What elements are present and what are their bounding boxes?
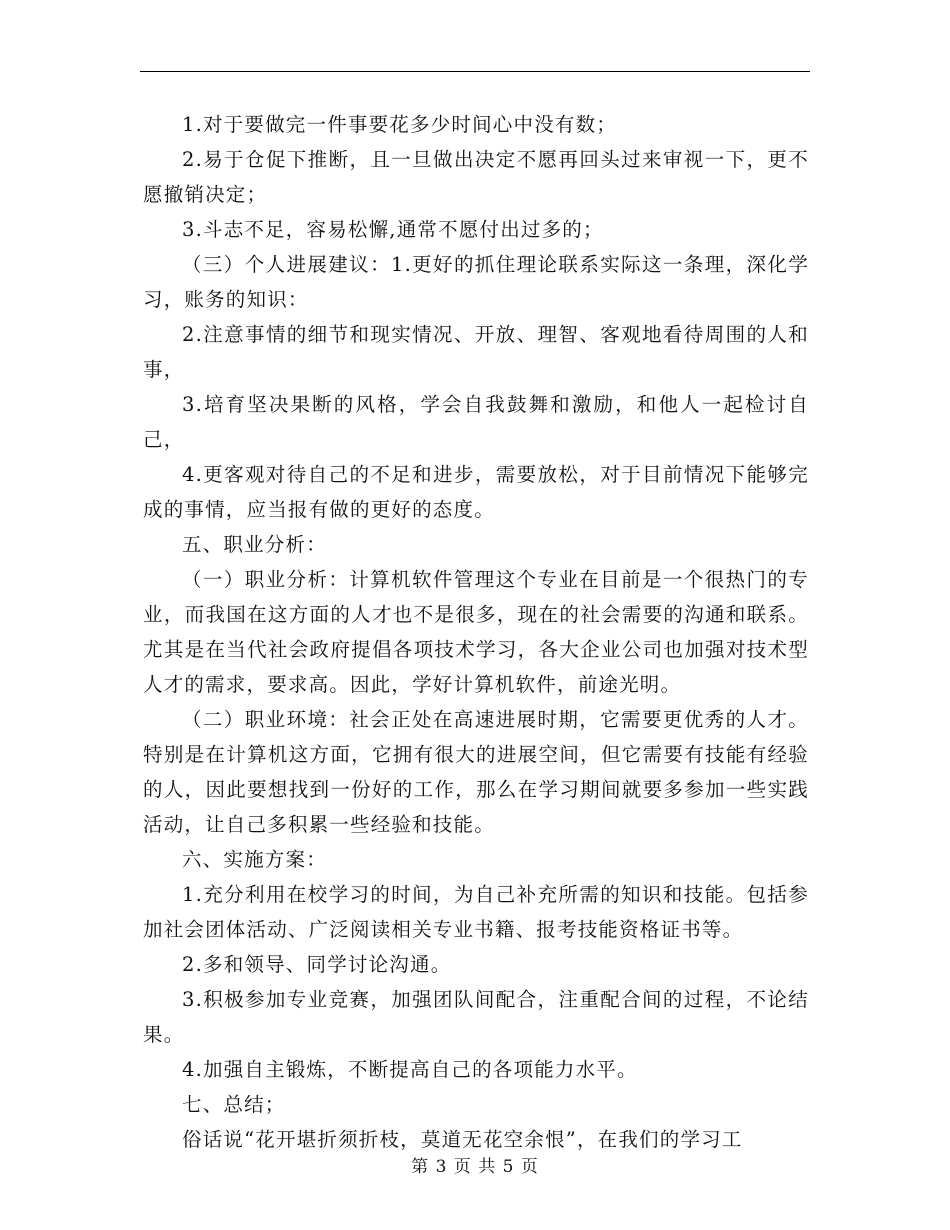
header-rule — [140, 71, 810, 72]
paragraph: 3.培育坚决果断的风格，学会自我鼓舞和激励，和他人一起检讨自己， — [143, 393, 809, 451]
paragraph: 4.更客观对待自己的不足和进步，需要放松，对于目前情况下能够完成的事情，应当报有做的更好的态度。 — [143, 463, 809, 521]
paragraph: （二）职业环境：社会正处在高速进展时期，它需要更优秀的人才。特别是在计算机这方面，它拥有很大的进展空间，但它需要有技能有经验的人，因此要想找到一份好的工作，那么在学习期间就要多参加一些实践活动，让自己多积累一些经验和技能。 — [143, 708, 809, 836]
paragraph: （三）个人进展建议：1.更好的抓住理论联系实际这一条理，深化学习，账务的知识： — [143, 253, 809, 311]
paragraph: 4.加强自主锻炼，不断提高自己的各项能力水平。 — [182, 1058, 638, 1081]
paragraph: 1.对于要做完一件事要花多少时间心中没有数； — [182, 113, 618, 136]
paragraph: 俗话说“花开堪折须折枝，莫道无花空余恨”，在我们的学习工 — [182, 1128, 743, 1151]
document-body — [143, 107, 809, 1157]
paragraph: 2.易于仓促下推断，且一旦做出决定不愿再回头过来审视一下，更不愿撤销决定； — [143, 148, 809, 206]
paragraph: 2.多和领导、同学讨论沟通。 — [182, 953, 452, 976]
section-heading: 七、总结； — [182, 1093, 286, 1116]
section-heading: 五、职业分析： — [182, 533, 327, 556]
paragraph: 3.积极参加专业竞赛，加强团队间配合，注重配合间的过程，不论结果。 — [143, 988, 809, 1046]
paragraph: 3.斗志不足，容易松懈,通常不愿付出过多的； — [182, 218, 604, 241]
page-number: 第 3 页 共 5 页 — [411, 1157, 539, 1177]
section-heading: 六、实施方案： — [182, 848, 327, 871]
paragraph: 2.注意事情的细节和现实情况、开放、理智、客观地看待周围的人和事， — [143, 323, 809, 381]
paragraph: （一）职业分析：计算机软件管理这个专业在目前是一个很热门的专业，而我国在这方面的人才也不是很多，现在的社会需要的沟通和联系。尤其是在当代社会政府提倡各项技术学习，各大企业公司也加强对技术型人才的需求，要求高。因此，学好计算机软件，前途光明。 — [143, 568, 809, 696]
paragraph: 1.充分利用在校学习的时间，为自己补充所需的知识和技能。包括参加社会团体活动、广泛阅读相关专业书籍、报考技能资格证书等。 — [143, 883, 809, 941]
